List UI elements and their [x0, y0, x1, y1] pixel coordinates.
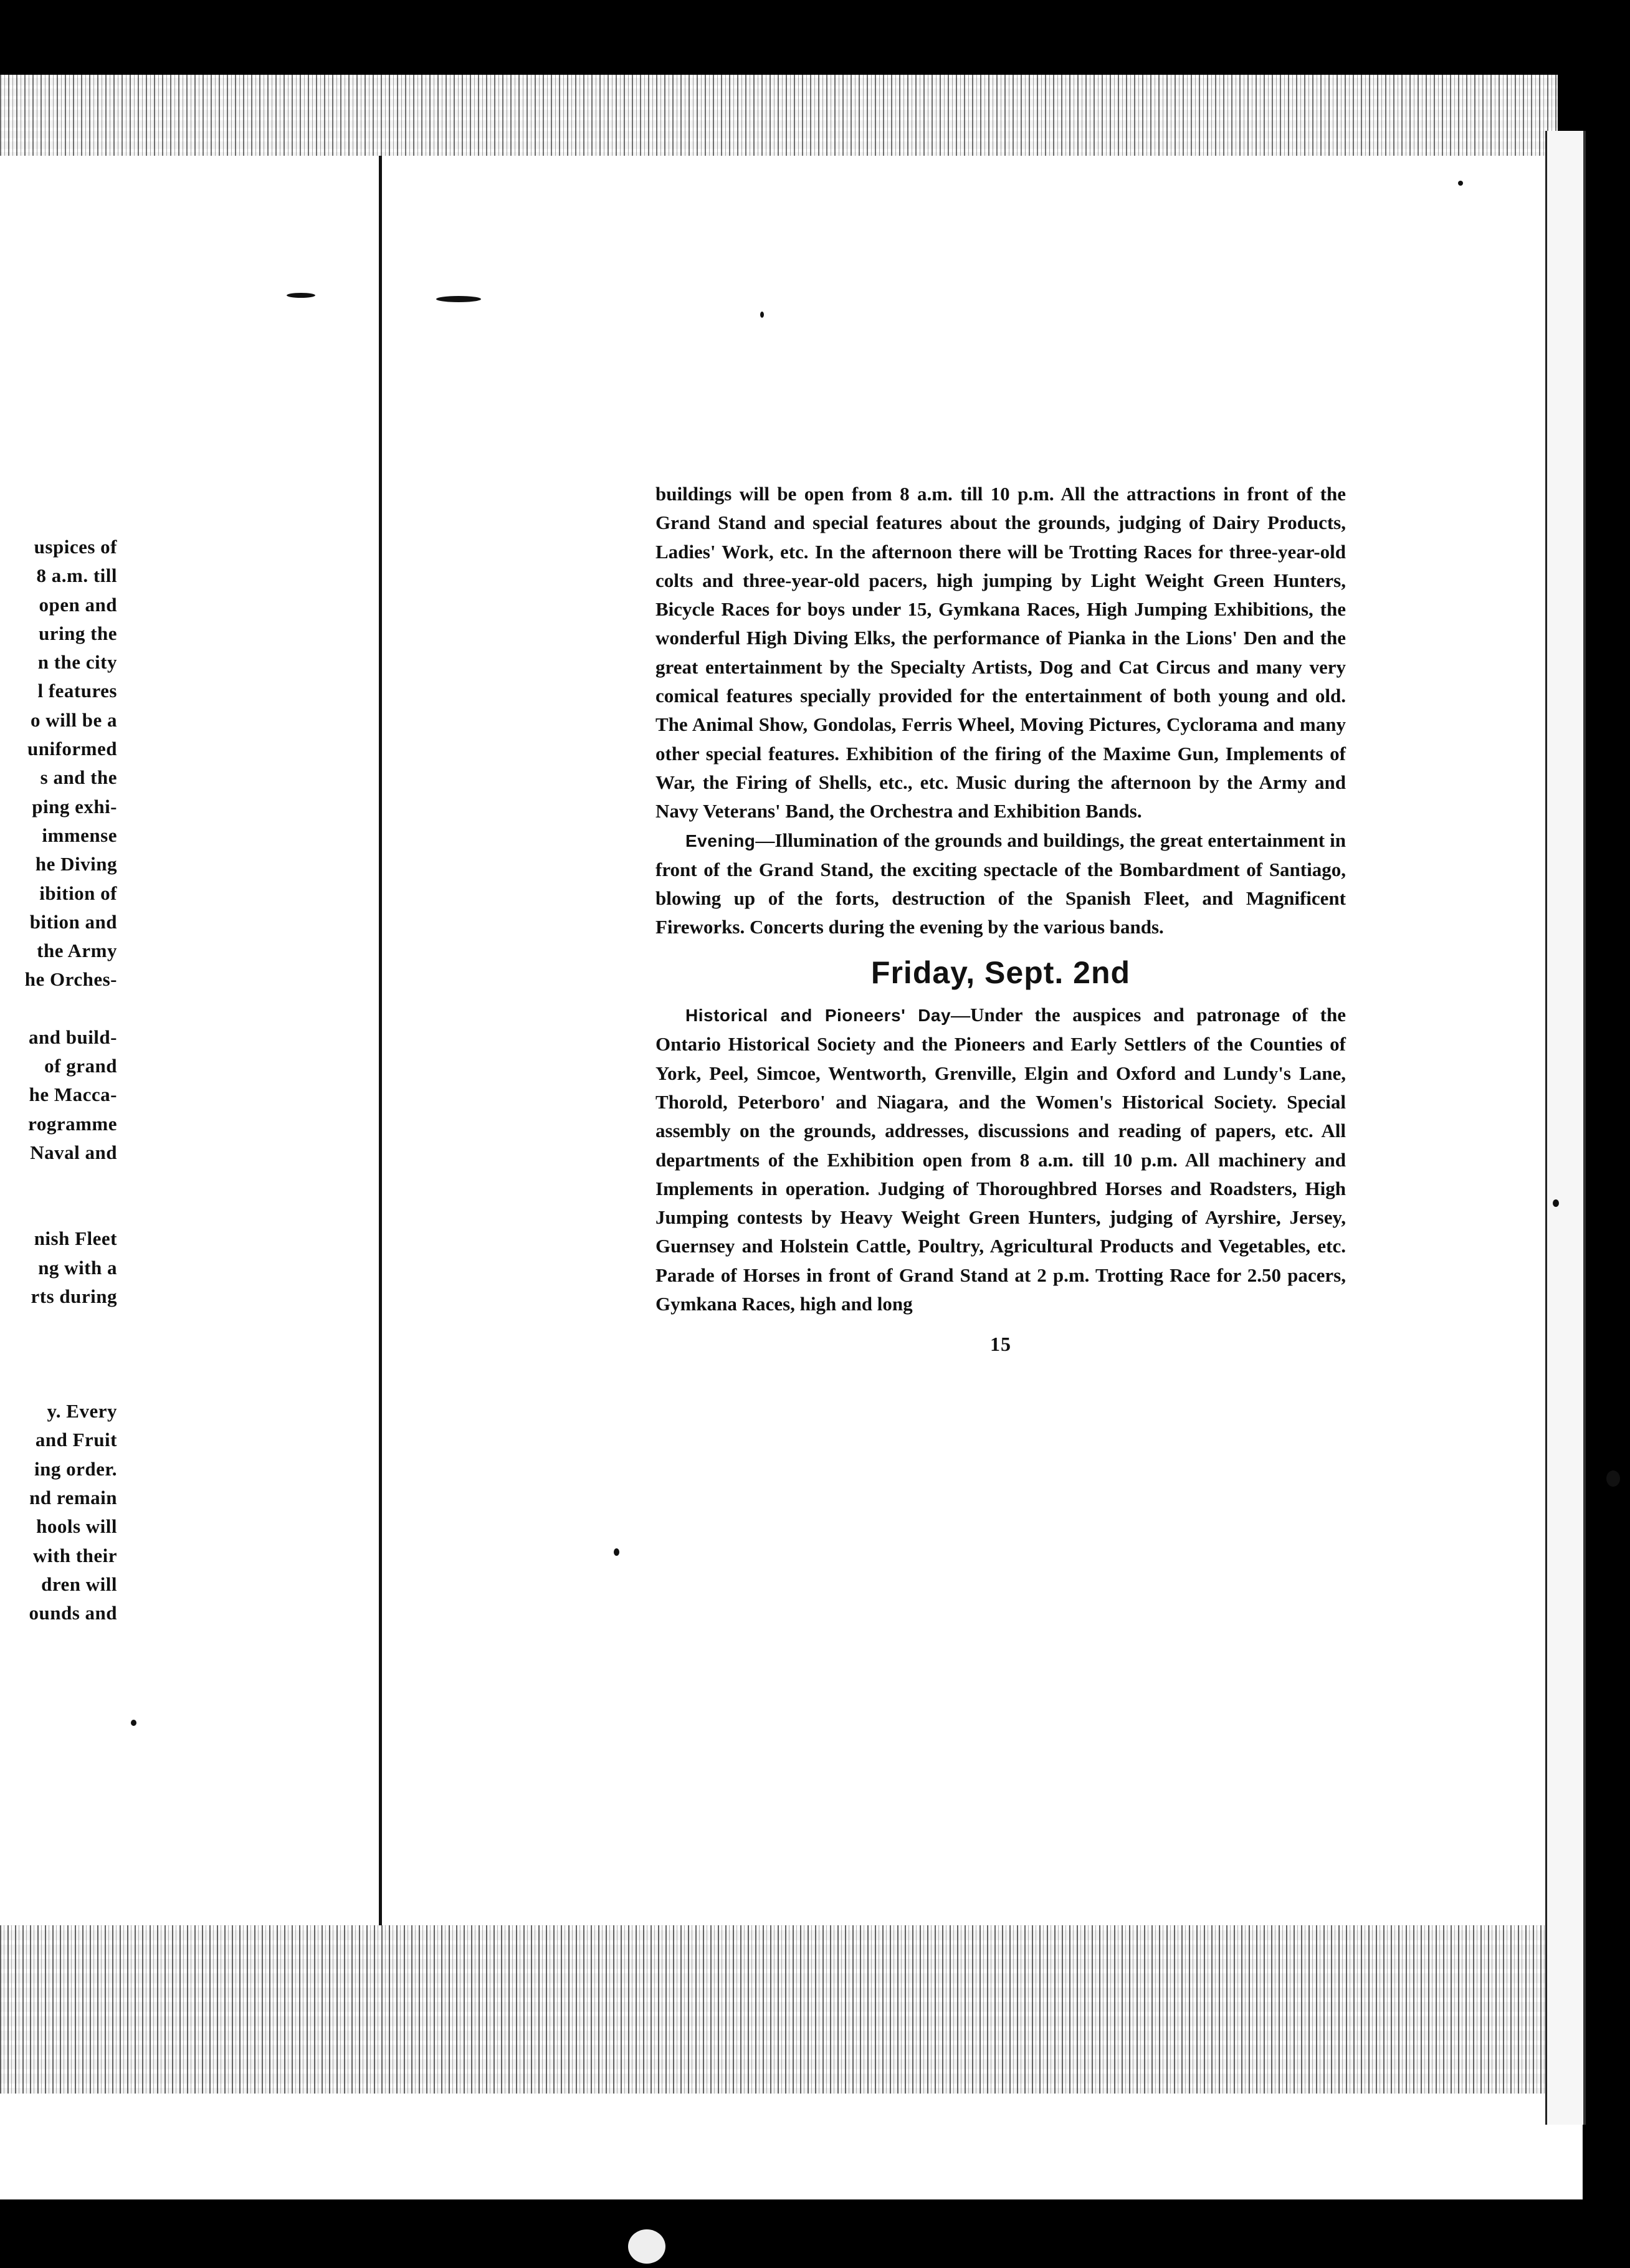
scan-speck [287, 293, 315, 298]
historical-text: —Under the auspices and patronage of the Ontario Historical Society and the Pioneers and Early Settlers of the Counties of York, Peel, Simcoe, Wentworth, Grenville, Elgin and Oxford and Lundy's Lane, Thorold, Peterboro' and Niagara, and the Women's Historical Society. Special assembly on the grounds, addresses, discussions and reading of papers, etc. All departments of the Exhibition open from 8 a.m. till 10 p.m. All machinery and Implements in operation. Judging of Thoroughbred Horses and Roadsters, High Jumping contests by Heavy Weight Green Hunters, judging of Ayrshire, Jersey, Guernsey and Holstein Cattle, Poultry, Agricultural Products and Vegetables, etc. Parade of Horses in front of Grand Stand at 2 p.m. Trotting Race for 2.50 pacers, Gymkana Races, high and long [655, 1004, 1346, 1315]
scan-speck [628, 2229, 665, 2264]
fragment-line: s and the [40, 766, 117, 789]
left-page-fragments [0, 533, 117, 1628]
fragment-line: he Orches- [24, 968, 117, 991]
fragment-line: and Fruit [35, 1429, 117, 1451]
scan-speck [436, 296, 481, 302]
scan-speck [760, 312, 764, 318]
fragment-line: 8 a.m. till [36, 565, 117, 587]
fragment-line: uspices of [34, 536, 117, 558]
page-edge-right [1545, 131, 1586, 2125]
fragment-line: he Diving [35, 853, 117, 875]
bottom-page-strip [0, 2094, 1583, 2199]
fragment-line: open and [39, 593, 117, 616]
fragment-line: with their [32, 1544, 117, 1566]
fragment-line [0, 1368, 117, 1397]
paragraph-continued: buildings will be open from 8 a.m. till 10 p.m. All the attractions in front of the Grand Stand and special features about the grounds, judging of Dairy Products, Ladies' Work, etc. In the afternoon there will be Trotting Races for three-year-old colts and three-year-old pacers, high jumping by Light Weight Green Hunters, Bicycle Races for boys under 15, Gymkana Races, High Jumping Exhibitions, the wonderful High Diving Elks, the performance of Pianka in the Lions' Den and the great entertainment by the Specialty Artists, Dog and Cat Circus and many very comical features specially provided for the entertainment of both young and old. The Animal Show, Gondolas, Ferris Wheel, Moving Pictures, Cyclorama and many other special features. Exhibition of the firing of the Maxime Gun, Implements of War, the Firing of Shells, etc., etc. Music during the afternoon by the Army and Navy Veterans' Band, the Orchestra and Exhibition Bands. [655, 483, 1346, 822]
historical-label: Historical and Pioneers' Day [685, 1006, 951, 1026]
fragment-line: ping exhi- [32, 795, 117, 817]
fragment-line: rogramme [28, 1112, 117, 1135]
fragment-line: l features [37, 680, 117, 702]
fragment-line: y. Every [47, 1400, 117, 1422]
fragment-line [0, 1196, 117, 1224]
fragment-line: the Army [37, 940, 117, 962]
fragment-line [0, 1167, 117, 1196]
fragment-line: dren will [41, 1573, 117, 1595]
fragment-line: bition and [29, 910, 117, 933]
fragment-line: immense [42, 824, 117, 846]
scan-speck [131, 1720, 136, 1726]
fragment-line [0, 1340, 117, 1368]
fragment-line: and build- [28, 1026, 117, 1048]
fragment-line: he Macca- [29, 1084, 117, 1106]
fragment-line: n the city [37, 651, 117, 674]
main-text-column [655, 480, 1346, 1359]
scan-speck [1553, 1199, 1559, 1207]
fragment-line: of grand [44, 1055, 117, 1077]
historical-paragraph [655, 1001, 1346, 1318]
scan-noise-bottom [0, 1925, 1583, 2094]
page-number: 15 [990, 1333, 1011, 1356]
evening-text: —Illumination of the grounds and buildings, the great entertainment in front of the Grand Stand, the exciting spectacle of the Bombardment of Santiago, blowing up of the forts, destruction of the Spanish Fleet, and Magnificent Fireworks. Concerts during the evening by the various bands. [655, 829, 1346, 938]
fragment-line: nish Fleet [34, 1227, 117, 1250]
fragment-line: ibition of [39, 882, 117, 904]
scan-speck [614, 1548, 619, 1556]
scan-speck [1458, 181, 1463, 186]
fragment-line: rts during [31, 1285, 117, 1307]
scan-noise-top [0, 75, 1558, 156]
fragment-line: ounds and [29, 1602, 117, 1624]
fragment-line: hools will [36, 1515, 117, 1538]
fragment-line: ing order. [34, 1457, 117, 1480]
scan-speck [1606, 1470, 1620, 1487]
evening-label: Evening [685, 831, 756, 850]
evening-paragraph [655, 826, 1346, 942]
fragment-line [0, 994, 117, 1023]
fragment-line: nd remain [29, 1487, 117, 1509]
fragment-line [0, 1311, 117, 1340]
day-heading: Friday, Sept. 2nd [870, 955, 1131, 990]
fragment-line: ng with a [38, 1256, 117, 1279]
fragment-line: o will be a [31, 708, 117, 731]
fragment-line: uring the [39, 622, 117, 644]
fragment-line: uniformed [27, 738, 117, 760]
fragment-line: Naval and [30, 1141, 117, 1163]
